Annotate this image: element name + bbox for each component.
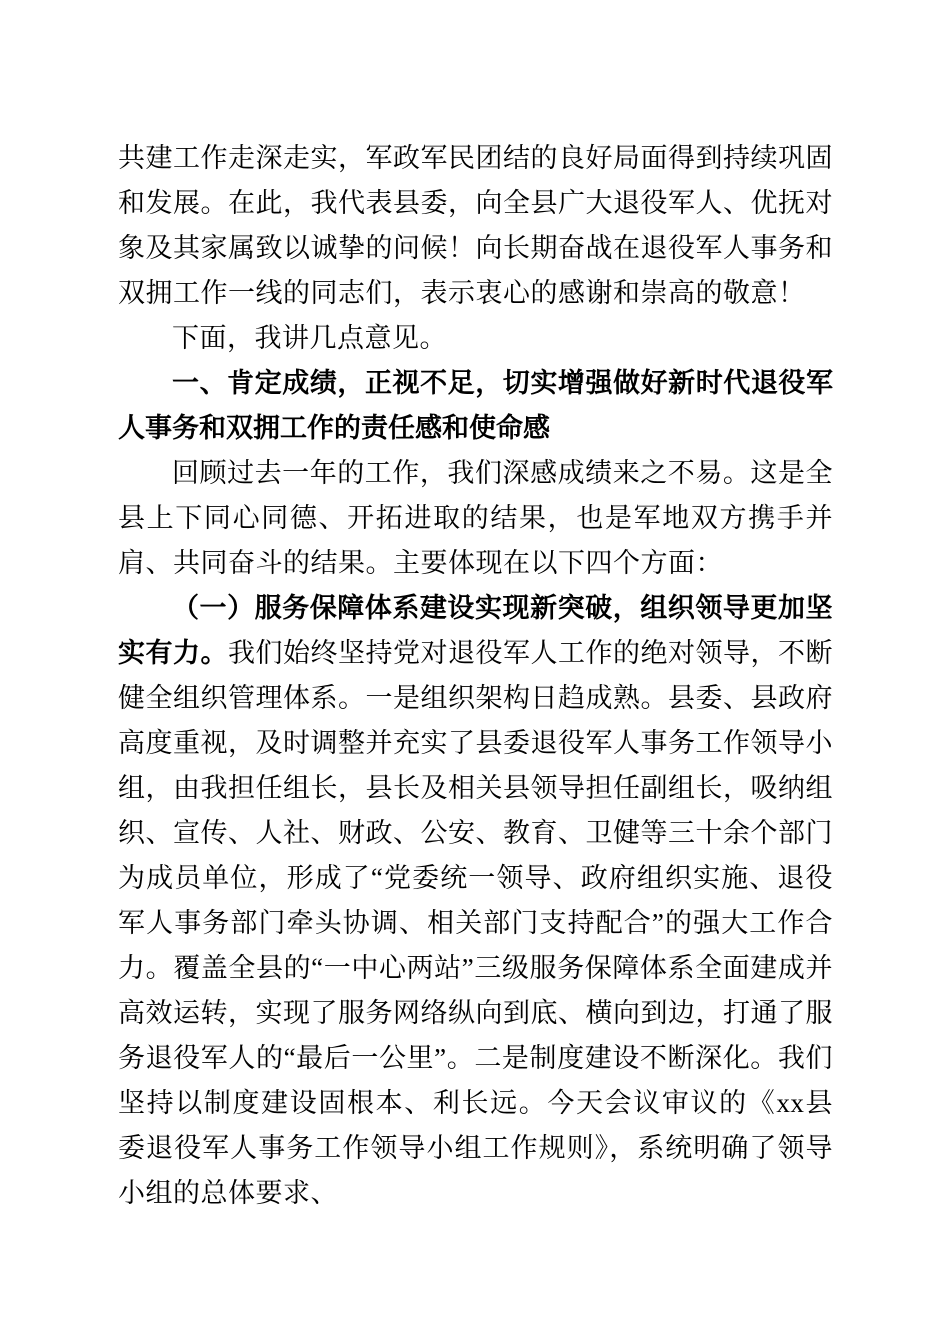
bold-text-run: 一、肯定成绩，正视不足，切实增强做好新时代退役军人事务和双拥工作的责任感和使命感 (118, 368, 833, 443)
text-run: 下面，我讲几点意见。 (172, 323, 447, 353)
document-body (118, 136, 833, 1216)
paragraph-continuation (118, 136, 833, 316)
text-run: 回顾过去一年的工作，我们深感成绩来之不易。这是全县上下同心同德、开拓进取的结果，也是军地双方携手并肩、共同奋斗的结果。主要体现在以下四个方面： (118, 458, 833, 578)
bold-text-run: （一）服务保障体系建设实现新突破，组织领导更加坚实有力。 (118, 593, 833, 668)
paragraph-transition (118, 316, 833, 361)
section-heading-1 (118, 361, 833, 451)
paragraph-point-one (118, 586, 833, 1216)
text-run: 共建工作走深走实，军政军民团结的良好局面得到持续巩固和发展。在此，我代表县委，向全县广大退役军人、优抚对象及其家属致以诚挚的问候！向长期奋战在退役军人事务和双拥工作一线的同志们，表示衷心的感谢和崇高的敬意！ (118, 143, 833, 308)
paragraph-review (118, 451, 833, 586)
text-run: 我们始终坚持党对退役军人工作的绝对领导，不断健全组织管理体系。一是组织架构日趋成熟。县委、县政府高度重视，及时调整并充实了县委退役军人事务工作领导小组，由我担任组长，县长及相关县领导担任副组长，吸纳组织、宣传、人社、财政、公安、教育、卫健等三十余个部门为成员单位，形成了“党委统一领导、政府组织实施、退役军人事务部门牵头协调、相关部门支持配合”的强大工作合力。覆盖全县的“一中心两站”三级服务保障体系全面建成并高效运转，实现了服务网络纵向到底、横向到边，打通了服务退役军人的“最后一公里”。二是制度建设不断深化。我们坚持以制度建设固根本、利长远。今天会议审议的《xx县委退役军人事务工作领导小组工作规则》，系统明确了领导小组的总体要求、 (118, 638, 833, 1208)
